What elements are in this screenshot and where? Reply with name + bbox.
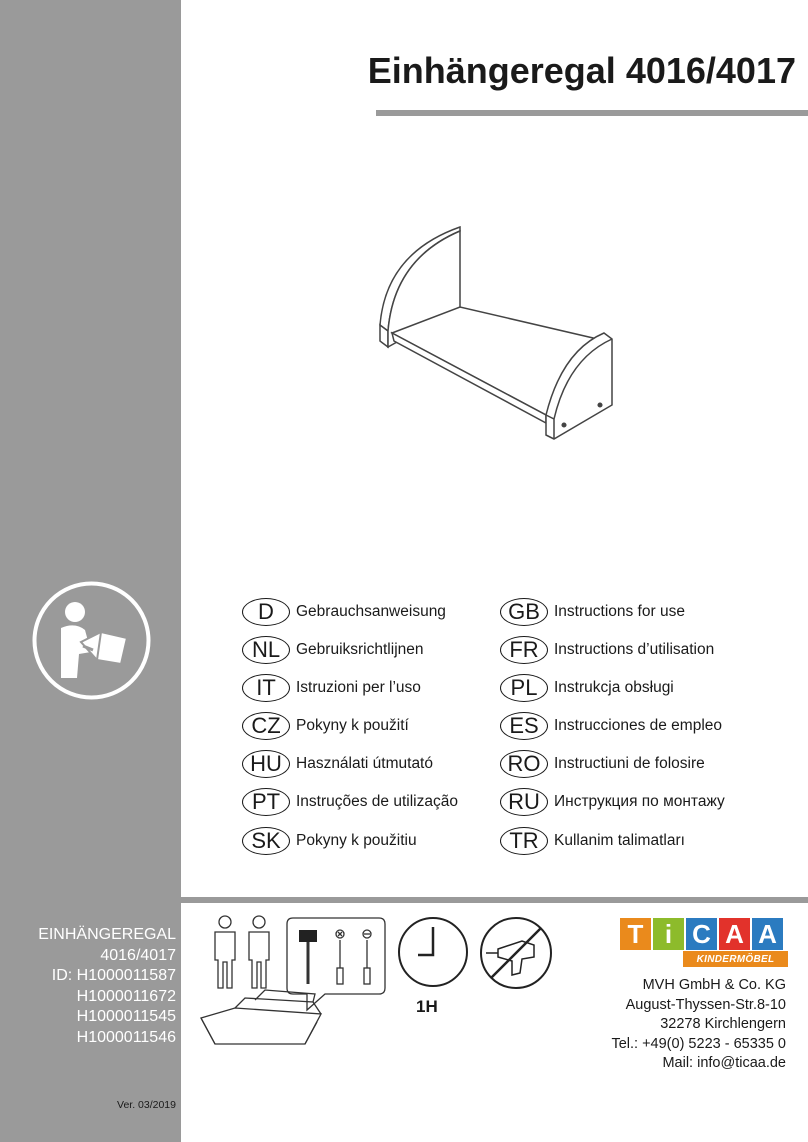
- language-code: RU: [500, 788, 548, 816]
- language-code: PT: [242, 788, 290, 816]
- language-label: Istruzioni per l’uso: [296, 679, 421, 696]
- language-code: ES: [500, 712, 548, 740]
- company-phone: Tel.: +49(0) 5223 - 65335 0: [611, 1035, 786, 1052]
- language-label: Instrucciones de empleo: [554, 717, 723, 734]
- company-street: August-Thyssen-Str.8-10: [625, 996, 786, 1013]
- read-instructions-icon: [31, 580, 152, 701]
- logo-letter: A: [719, 918, 750, 950]
- language-item-pl: [500, 672, 674, 704]
- product-info: [38, 925, 176, 1048]
- language-code: HU: [242, 750, 290, 778]
- language-item-hu: [242, 748, 433, 780]
- language-code: SK: [242, 827, 290, 855]
- product-number: 4016/4017: [100, 946, 176, 964]
- language-code: RO: [500, 750, 548, 778]
- logo-letter: C: [686, 918, 717, 950]
- language-label: Instructions d’utilisation: [554, 641, 715, 658]
- language-label: Инструкция по монтажу: [554, 793, 725, 810]
- language-item-cz: [242, 710, 409, 742]
- language-item-sk: [242, 825, 417, 857]
- language-label: Pokyny k použití: [296, 717, 409, 734]
- language-item-tr: [500, 825, 685, 857]
- language-code: NL: [242, 636, 290, 664]
- language-item-d: [242, 596, 446, 628]
- wall-shelf-illustration: [370, 215, 630, 455]
- footer-divider: [181, 897, 808, 903]
- logo-letter: i: [653, 918, 684, 950]
- version-label: Ver. 03/2019: [117, 1099, 176, 1111]
- language-label: Gebrauchsanweisung: [296, 603, 446, 620]
- ticaa-logo: [620, 918, 788, 976]
- language-item-ro: [500, 748, 705, 780]
- language-item-ru: [500, 786, 725, 818]
- page-title: Einhängeregal 4016/4017: [367, 50, 796, 91]
- language-code: CZ: [242, 712, 290, 740]
- company-name: MVH GmbH & Co. KG: [642, 977, 786, 993]
- language-item-es: [500, 710, 722, 742]
- language-label: Instructions for use: [554, 603, 685, 620]
- language-label: Instructiuni de folosire: [554, 755, 705, 772]
- language-item-gb: [500, 596, 685, 628]
- language-label: Instrukcja obsługi: [554, 679, 674, 696]
- language-code: FR: [500, 636, 548, 664]
- assembly-time: 1H: [416, 997, 438, 1016]
- language-code: D: [242, 598, 290, 626]
- company-contact: [611, 976, 786, 1074]
- logo-letter: T: [620, 918, 651, 950]
- product-name: EINHÄNGEREGAL: [38, 926, 176, 943]
- company-city: 32278 Kirchlengern: [660, 1016, 786, 1032]
- person-icon: [249, 916, 269, 988]
- product-id: H1000011545: [76, 1008, 176, 1025]
- clock-icon: [396, 915, 470, 989]
- language-label: Pokyny k použitiu: [296, 832, 417, 849]
- language-item-fr: [500, 634, 714, 666]
- language-label: Használati útmutató: [296, 755, 433, 772]
- language-label: Kullanim talimatları: [554, 832, 685, 849]
- language-item-pt: [242, 786, 458, 818]
- language-item-nl: [242, 634, 424, 666]
- language-code: TR: [500, 827, 548, 855]
- language-item-it: [242, 672, 421, 704]
- product-id: H1000011546: [76, 1028, 176, 1046]
- title-underline: [376, 110, 808, 116]
- language-code: PL: [500, 674, 548, 702]
- product-id: ID: H1000011587: [51, 967, 176, 984]
- language-label: Instruções de utilização: [296, 793, 458, 810]
- company-mail: Mail: info@ticaa.de: [662, 1055, 786, 1071]
- two-persons-toolbox-icon: [195, 910, 395, 1045]
- no-power-drill-icon: [478, 915, 554, 991]
- product-id: H1000011672: [76, 987, 176, 1005]
- person-icon: [215, 916, 235, 988]
- language-label: Gebruiksrichtlijnen: [296, 641, 424, 658]
- logo-subtitle: KINDERMÖBEL: [683, 951, 788, 967]
- language-code: GB: [500, 598, 548, 626]
- language-code: IT: [242, 674, 290, 702]
- logo-letter: A: [752, 918, 783, 950]
